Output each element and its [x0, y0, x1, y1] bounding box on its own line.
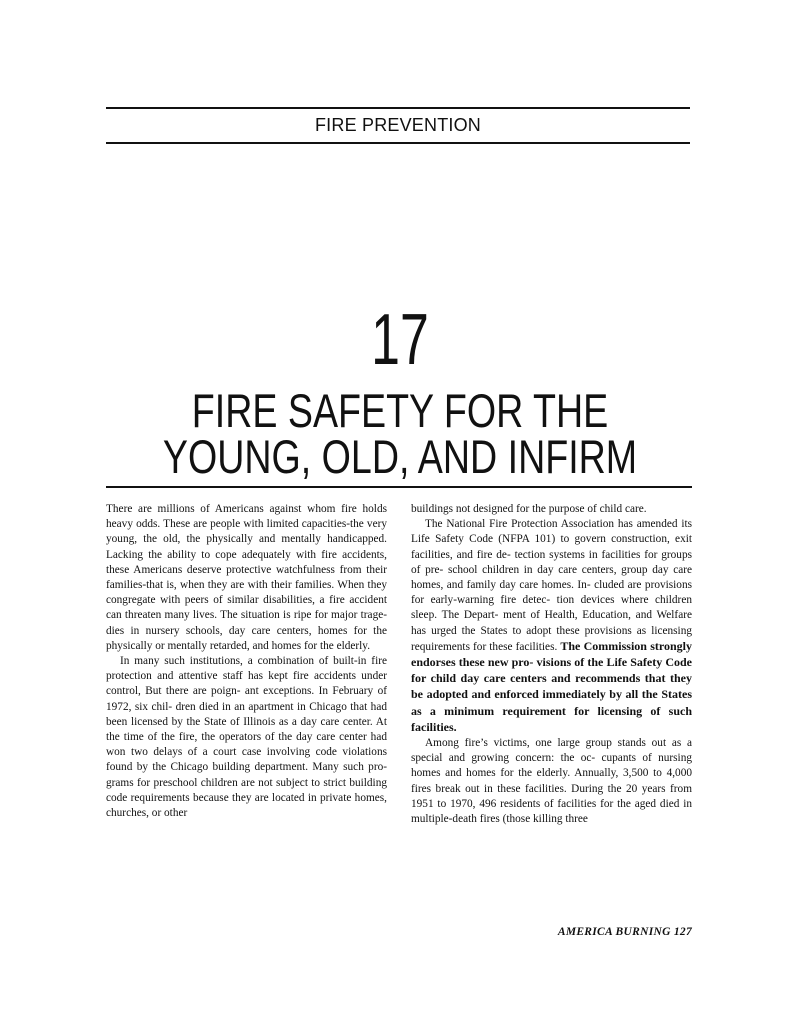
chapter-title-line-2: YOUNG, OLD, AND INFIRM: [162, 430, 638, 483]
chapter-title-line-1: FIRE SAFETY FOR THE: [191, 384, 609, 437]
paragraph: In many such institutions, a combination of built-in fire protection and attentive staff has kept fire accidents under control, But there are poign- ant exceptions. In February of 1972, six chil- dren died in an apartment in Chicago that had been licensed by the State of Illinois as a day care center. At the time of the fire, the operators of the day care center had won two delays of a court case involving code violations found by the Chicago building department. Many such pro- grams for preschool children are not subject to strict building code requirements because they are located in private homes, churches, or other: [106, 655, 387, 820]
right-column: [411, 502, 692, 918]
commission-recommendation: The Commission strongly endorses these new pro- visions of the Life Safety Code for child day care centers and recommends that they be adopted and enforced immediately by all the States as a minimum requirement for licensing of such facilities.: [411, 638, 692, 734]
paragraph-text: The National Fire Protection Association has amended its Life Safety Code (NFPA 101) to govern construction, exit facilities, and fire de- tection systems in facilities for groups of pre- school children in day care centers, group day care homes, and family day care homes. In- cluded are provisions for early-warning fire detec- tion devices where children sleep. The Depart- ment of Health, Education, and Welfare has urged the States to adopt these provisions as licensing requirements for these facilities.: [411, 518, 692, 653]
paragraph: Among fire’s victims, one large group stands out as a special and growing concern: the oc- cupants of nursing homes and homes for the elderly. Annually, 3,500 to 4,000 fires break out in these facilities. During the 20 years from 1951 to 1970, 496 residents of facilities for the aged died in multiple-death fires (those killing three: [411, 737, 692, 826]
title-rule: [106, 486, 692, 488]
page-footer: AMERICA BURNING 127: [557, 926, 692, 938]
chapter-title: [80, 384, 720, 483]
chapter-number: 17: [371, 300, 429, 380]
paragraph: buildings not designed for the purpose of child care.: [411, 503, 647, 515]
left-column: [106, 502, 387, 918]
paragraph: [411, 517, 692, 736]
paragraph: There are millions of Americans against whom fire holds heavy odds. These are people with limited capacities-the very young, the old, the physically and mentally handicapped. Lacking the ability to cope adequately with fire accidents, these Americans deserve protective watchfulness from their families-that is, when they are with their families. When they congregate with peers of similar disabilities, a fire accident can threaten many lives. The situation is ripe for major trage- dies in nursery schools, day care centers, homes for the physically or mentally retarded, and homes for the elderly.: [106, 503, 387, 652]
body-columns: [106, 502, 692, 918]
running-head: FIRE PREVENTION: [106, 107, 690, 144]
